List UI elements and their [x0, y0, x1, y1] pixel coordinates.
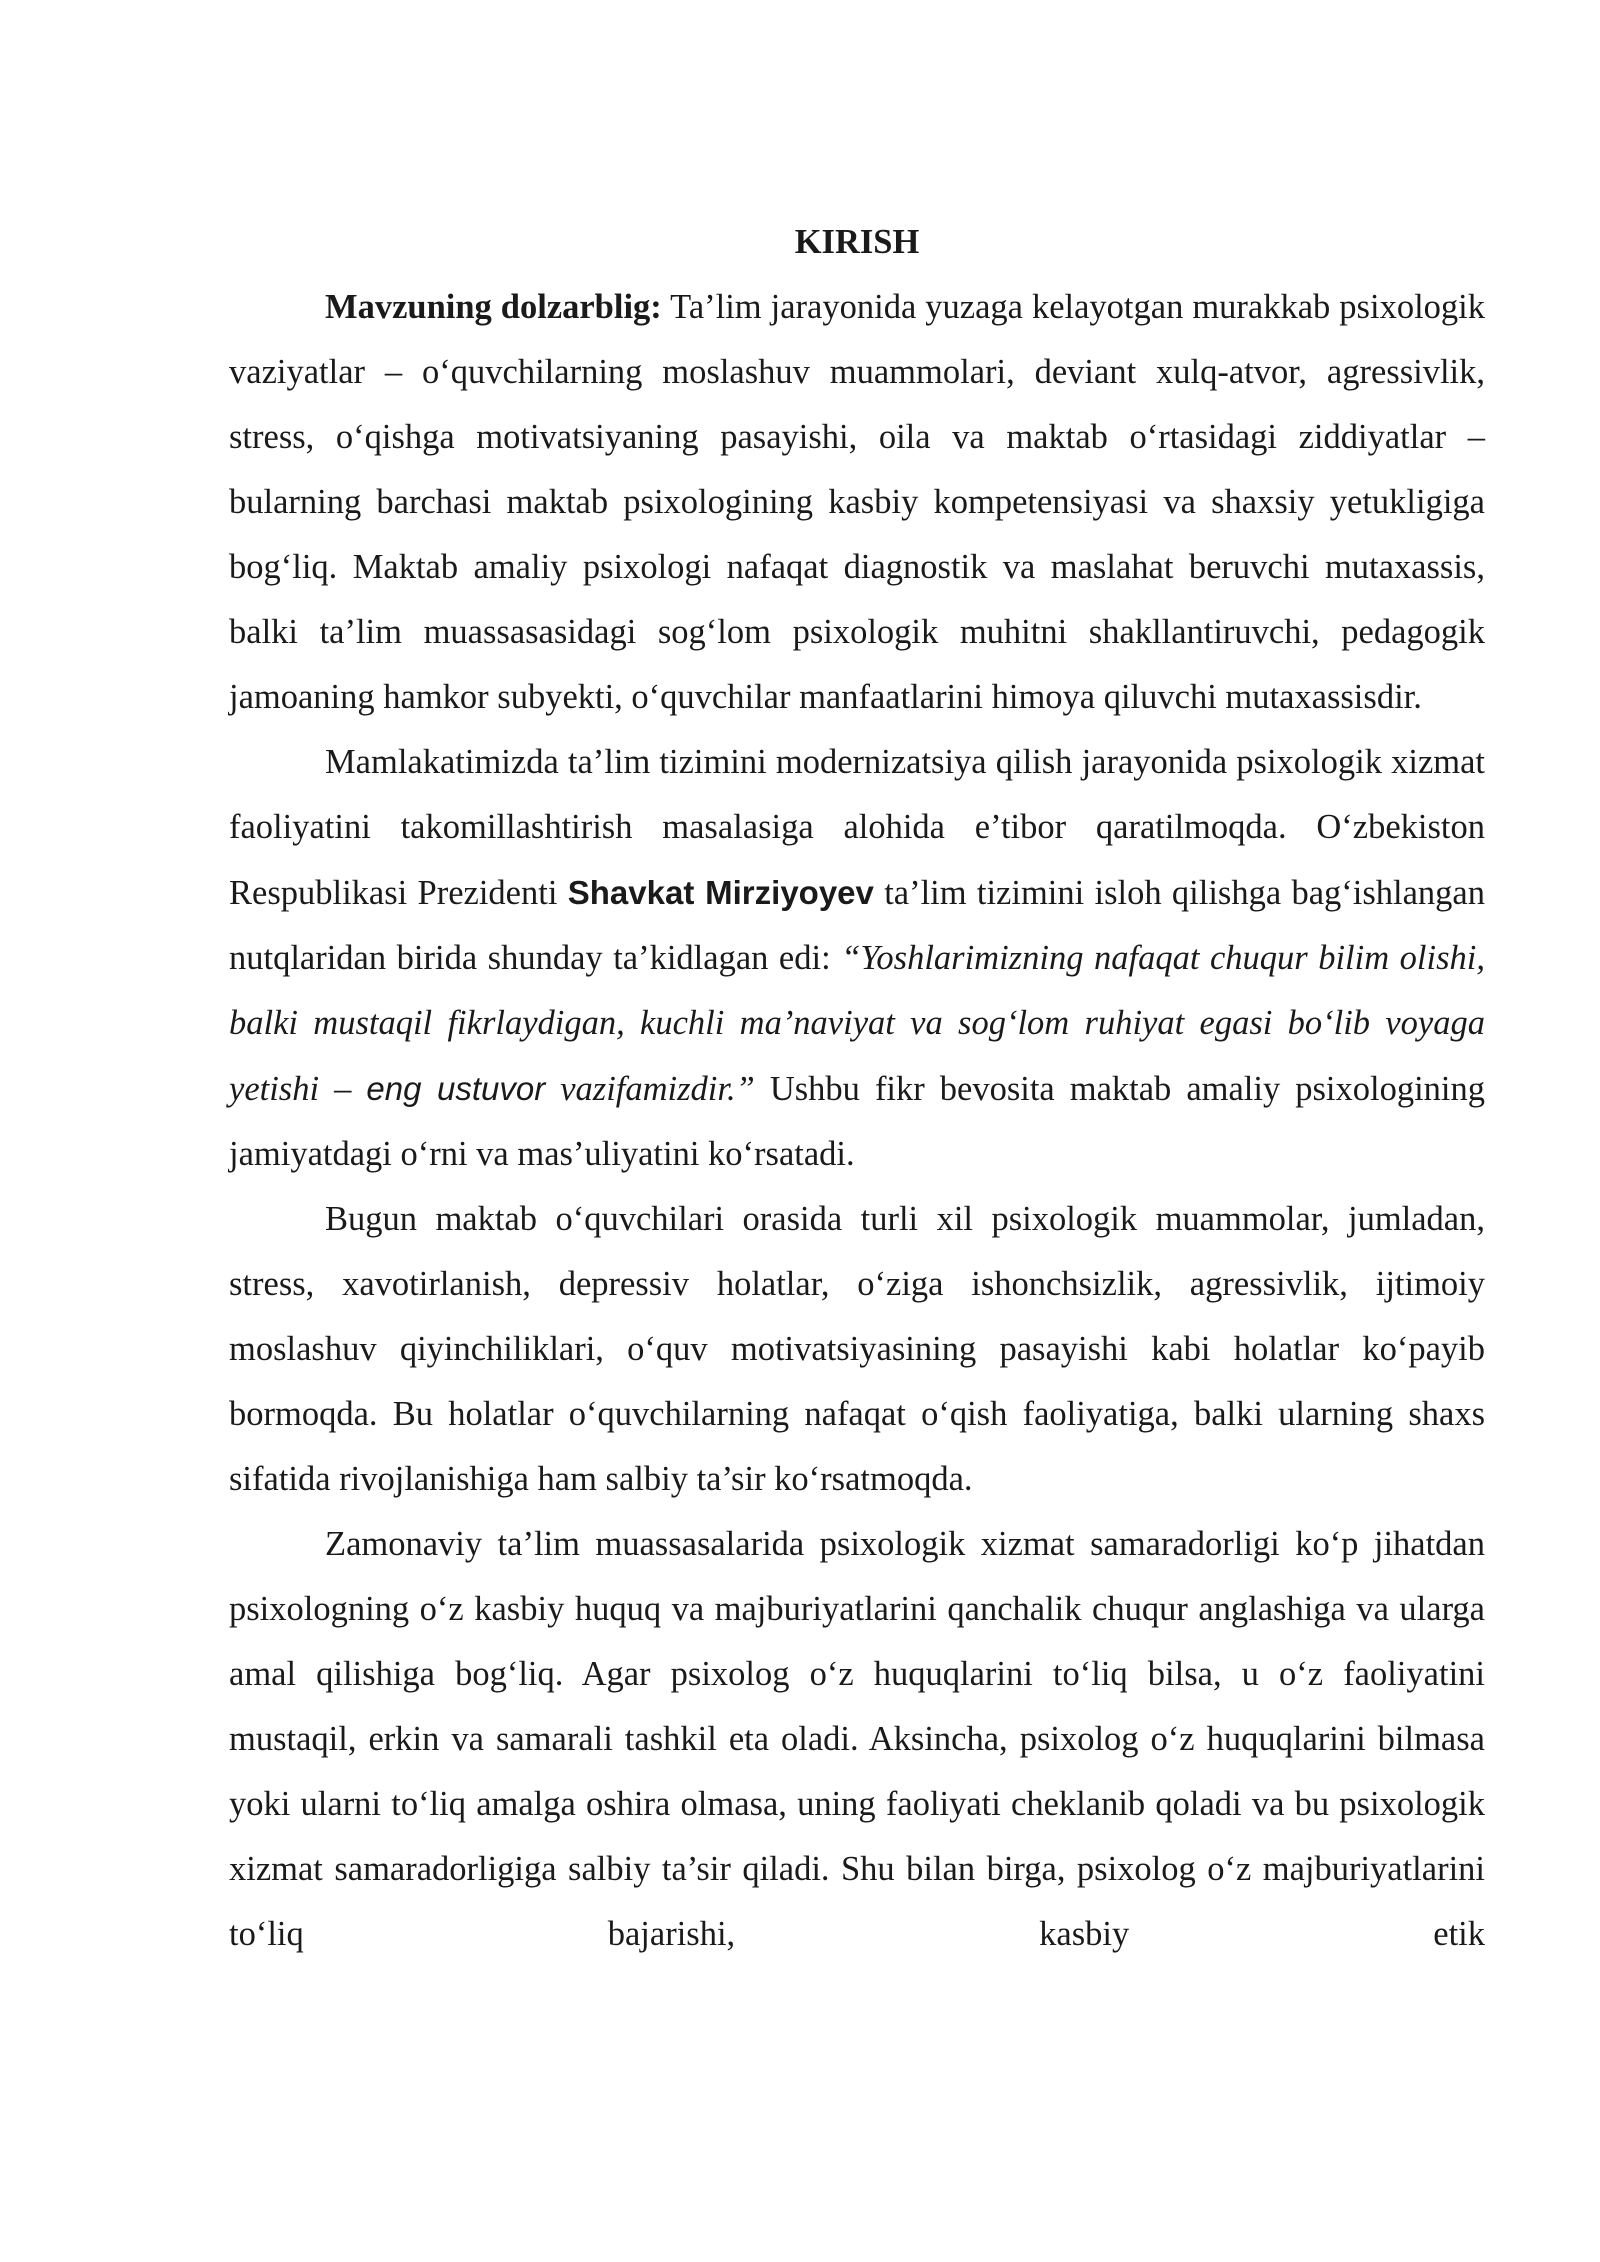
relevance-label: Mavzuning dolzarblig: — [325, 288, 662, 326]
modernization-text-a: Mamlakatimizda ta’lim tizimini modernizatsiya qilish jarayonida psixologik xizmat faoliyatini takomillashtirish masalasiga alohida e’tibor qaratilmoqda. O‘zbekiston Respublikasi Prezidenti — [229, 743, 1485, 912]
quote-part-b: eng ustuvor — [366, 1070, 546, 1107]
paragraph-modernization — [229, 730, 1485, 1187]
modernization-text-c: Ushbu fikr bevosita maktab amaliy psixologining jamiyatdagi o‘rni va mas’uliyatini ko‘rsatadi. — [229, 1070, 1485, 1173]
document-page — [229, 210, 1485, 1967]
quote-part-c: vazifamizdir.” — [545, 1070, 755, 1108]
president-name: Shavkat Mirziyoyev — [567, 874, 874, 911]
modernization-text-b: ta’lim tizimini isloh qilishga bag‘ishlangan nutqlaridan birida shunday ta’kidlagan edi: — [229, 874, 1485, 977]
paragraph-relevance — [229, 275, 1485, 730]
relevance-text: Ta’lim jarayonida yuzaga kelayotgan murakkab psixologik vaziyatlar – o‘quvchilarning moslashuv muammolari, deviant xulq-atvor, agressivlik, stress, o‘qishga motivatsiyaning pasayishi, oila va maktab o‘rtasidagi ziddiyatlar – bularning barchasi maktab psixologining kasbiy kompetensiyasi va shaxsiy yetukligiga bog‘liq. Maktab amaliy psixologi nafaqat diagnostik va maslahat beruvchi mutaxassis, balki ta’lim muassasasidagi sog‘lom psixologik muhitni shakllantiruvchi, pedagogik jamoaning hamkor subyekti, o‘quvchilar manfaatlarini himoya qiluvchi mutaxassisdir. — [229, 288, 1485, 716]
quote-part-a: “Yoshlarimizning nafaqat chuqur bilim olishi, balki mustaqil fikrlaydigan, kuchli ma’naviyat va sog‘lom ruhiyat egasi bo‘lib voyaga yetishi – — [229, 939, 1485, 1108]
document-title: KIRISH — [794, 223, 920, 261]
paragraph-efficiency: Zamonaviy ta’lim muassasalarida psixologik xizmat samaradorligi ko‘p jihatdan psixologning o‘z kasbiy huquq va majburiyatlarini qanchalik chuqur anglashiga va ularga amal qilishiga bog‘liq. Agar psixolog o‘z huquqlarini to‘liq bilsa, u o‘z faoliyatini mustaqil, erkin va samarali tashkil eta oladi. Aksincha, psixolog o‘z huquqlarini bilmasa yoki ularni to‘liq amalga oshira olmasa, uning faoliyati cheklanib qoladi va bu psixologik xizmat samaradorligiga salbiy ta’sir qiladi. Shu bilan birga, psixolog o‘z majburiyatlarini to‘liq bajarishi, kasbiy etik — [229, 1525, 1485, 1953]
paragraph-problems: Bugun maktab o‘quvchilari orasida turli xil psixologik muammolar, jumladan, stress, xavotirlanish, depressiv holatlar, o‘ziga ishonchsizlik, agressivlik, ijtimoiy moslashuv qiyinchiliklari, o‘quv motivatsiyasining pasayishi kabi holatlar ko‘payib bormoqda. Bu holatlar o‘quvchilarning nafaqat o‘qish faoliyatiga, balki ularning shaxs sifatida rivojlanishiga ham salbiy ta’sir ko‘rsatmoqda. — [229, 1200, 1485, 1498]
